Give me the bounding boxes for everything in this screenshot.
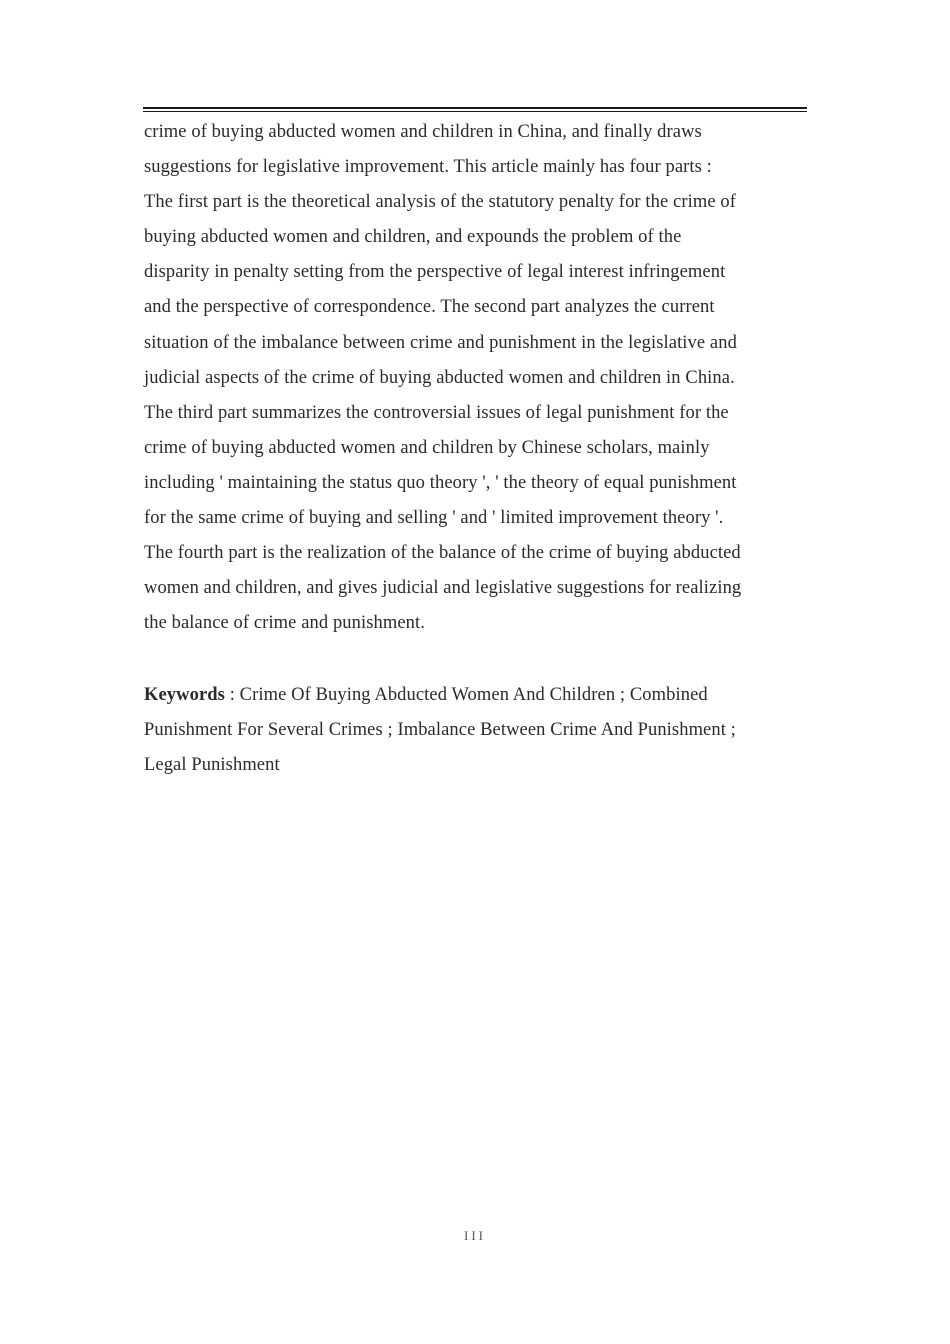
keywords-text: : Crime Of Buying Abducted Women And Children ; Combined	[224, 685, 708, 705]
page-number: III	[464, 1228, 486, 1243]
abstract-line: The first part is the theoretical analysis of the statutory penalty for the crime of	[144, 192, 736, 213]
abstract-line: buying abducted women and children, and expounds the problem of the	[144, 227, 682, 248]
keywords-block	[144, 678, 814, 783]
abstract-line: crime of buying abducted women and children by Chinese scholars, mainly	[144, 437, 710, 458]
keywords-line: Legal Punishment	[144, 755, 280, 776]
keywords-label: Keywords	[144, 685, 225, 705]
abstract-line: and the perspective of correspondence. The second part analyzes the current	[144, 297, 715, 318]
abstract-line: judicial aspects of the crime of buying abducted women and children in China.	[144, 367, 735, 388]
abstract-line: the balance of crime and punishment.	[144, 613, 426, 634]
abstract-paragraph	[144, 115, 814, 641]
abstract-line: situation of the imbalance between crime and punishment in the legislative and	[144, 332, 737, 353]
abstract-line: The third part summarizes the controversial issues of legal punishment for the	[144, 402, 729, 423]
header-rule-thin	[143, 111, 807, 112]
header-rule-thick	[143, 107, 807, 109]
keywords-line: Punishment For Several Crimes ; Imbalance Between Crime And Punishment ;	[144, 720, 736, 741]
abstract-line: women and children, and gives judicial and legislative suggestions for realizing	[144, 578, 742, 599]
abstract-line: including ' maintaining the status quo theory ', ' the theory of equal punishment	[144, 472, 737, 493]
abstract-line: The fourth part is the realization of the balance of the crime of buying abducted	[144, 543, 741, 564]
abstract-line: crime of buying abducted women and children in China, and finally draws	[144, 122, 702, 142]
abstract-line: disparity in penalty setting from the perspective of legal interest infringement	[144, 262, 726, 283]
abstract-line: suggestions for legislative improvement. This article mainly has four parts :	[144, 157, 712, 178]
header-double-rule	[143, 107, 807, 112]
keywords-first-line	[144, 678, 814, 713]
abstract-line: for the same crime of buying and selling ' and ' limited improvement theory '.	[144, 508, 724, 529]
